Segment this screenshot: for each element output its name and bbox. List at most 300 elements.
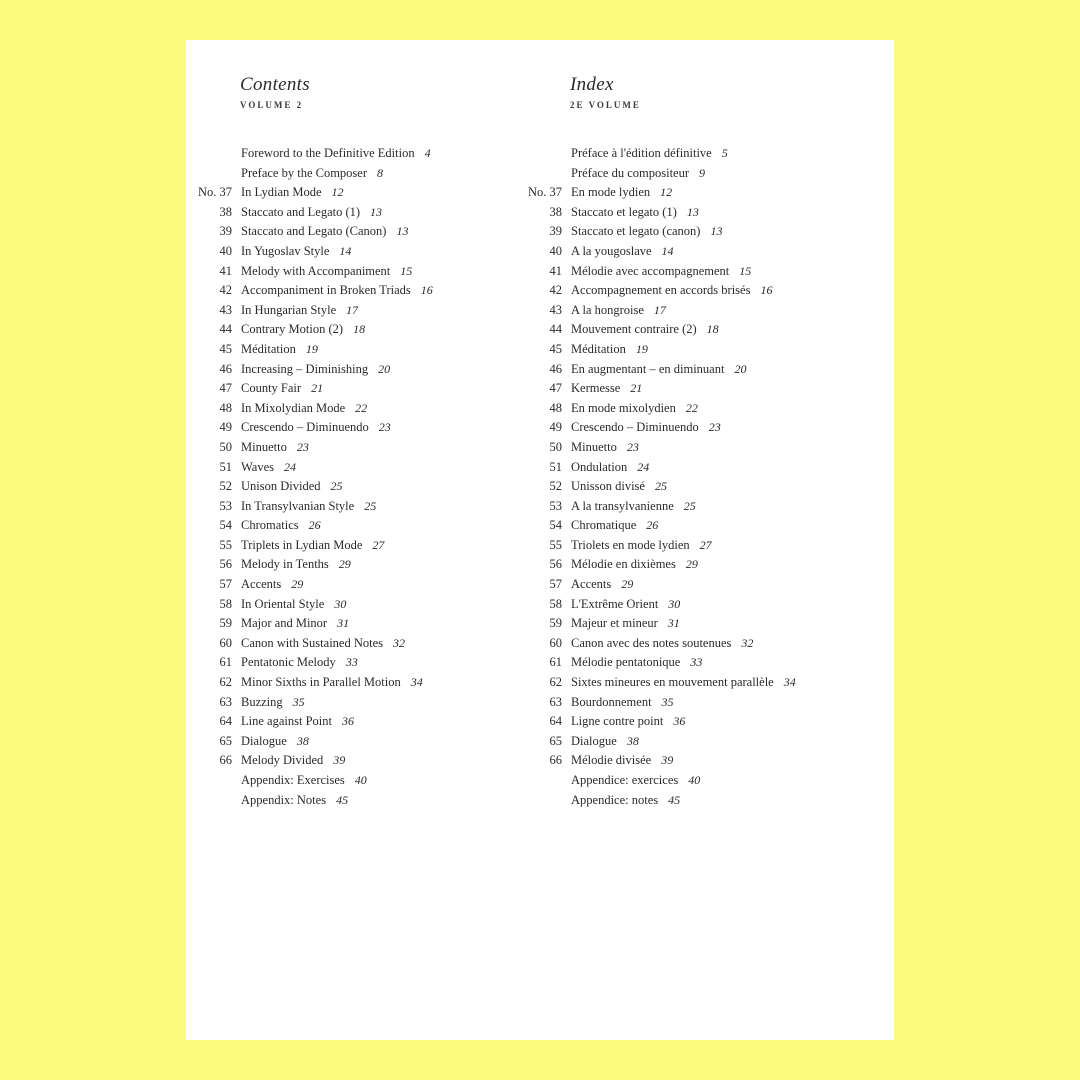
- entry-number: 64: [219, 714, 232, 729]
- entry-text: [571, 183, 672, 203]
- entry-title: Appendice: notes: [571, 792, 659, 807]
- entry-page-number: 23: [708, 420, 721, 435]
- entry-title: Méditation: [241, 341, 296, 356]
- entry-text: [571, 418, 721, 438]
- entry-page-number: 27: [372, 537, 385, 552]
- entry-title: Appendix: Notes: [241, 792, 327, 807]
- entry-page-number: 32: [741, 635, 754, 650]
- entry-text: [571, 340, 648, 360]
- entry-number: 61: [219, 655, 232, 670]
- entry-title: Staccato and Legato (Canon): [241, 224, 387, 239]
- entry-text: [571, 516, 658, 536]
- toc-entry: [186, 732, 516, 752]
- entry-title: Mélodie pentatonique: [571, 655, 681, 670]
- entry-number: 50: [219, 439, 232, 454]
- entry-page-number: 40: [354, 773, 367, 787]
- entry-page-number: 31: [667, 616, 680, 631]
- entry-title: A la hongroise: [571, 302, 644, 317]
- toc-entry: [516, 144, 894, 164]
- entry-page-number: 21: [630, 381, 643, 396]
- entry-text: [571, 360, 746, 380]
- entry-title: Accompagnement en accords brisés: [571, 283, 751, 298]
- entry-title: Ligne contre point: [571, 714, 664, 729]
- entry-title: Accompaniment in Broken Triads: [241, 283, 411, 298]
- toc-entry: [516, 673, 894, 693]
- entry-page-number: 24: [284, 459, 297, 474]
- entry-number: 48: [549, 400, 562, 415]
- toc-entry: [186, 360, 516, 380]
- entry-text: [571, 732, 639, 752]
- toc-entry: [516, 203, 894, 223]
- toc-entry: [186, 458, 516, 478]
- entry-number: 38: [219, 204, 232, 219]
- entry-number: 40: [549, 243, 562, 258]
- entry-title: En mode lydien: [571, 185, 651, 200]
- entry-title: En mode mixolydien: [571, 400, 676, 415]
- toc-entry: [516, 164, 894, 184]
- toc-entry: [186, 281, 516, 301]
- entry-page-number: 39: [661, 753, 674, 768]
- toc-entry: [186, 399, 516, 419]
- entry-page-number: 12: [660, 185, 673, 200]
- entry-page-number: 34: [783, 675, 796, 690]
- toc-entry: [186, 320, 516, 340]
- entry-title: Preface by the Composer: [241, 165, 368, 180]
- toc-entry: [186, 653, 516, 673]
- entry-number: 51: [219, 459, 232, 474]
- entry-number: 63: [219, 694, 232, 709]
- entry-page-number: 27: [699, 537, 712, 552]
- entry-number: 46: [219, 361, 232, 376]
- entry-text: [241, 438, 309, 458]
- entry-title: Préface du compositeur: [571, 165, 690, 180]
- entry-title: Accents: [571, 577, 612, 592]
- entry-title: Chromatique: [571, 518, 637, 533]
- entry-number: 64: [549, 714, 562, 729]
- entry-text: [241, 203, 382, 223]
- toc-entry: [516, 497, 894, 517]
- entry-page-number: 25: [330, 479, 343, 494]
- entry-title: Méditation: [571, 341, 626, 356]
- entry-title: Increasing – Diminishing: [241, 361, 369, 376]
- entry-text: [571, 320, 719, 340]
- entry-title: Minuetto: [241, 439, 287, 454]
- entry-text: [571, 497, 696, 517]
- entry-number: 66: [219, 753, 232, 768]
- toc-entry: [516, 458, 894, 478]
- entry-page-number: 21: [311, 381, 324, 396]
- entry-title: Canon with Sustained Notes: [241, 635, 384, 650]
- toc-entry: [186, 144, 516, 164]
- entry-number: 43: [219, 302, 232, 317]
- entry-text: [571, 144, 728, 164]
- entry-text: [241, 712, 354, 732]
- toc-entry: [186, 164, 516, 184]
- entry-number: 55: [219, 537, 232, 552]
- entry-title: Staccato et legato (canon): [571, 224, 701, 239]
- entry-page-number: 30: [668, 596, 681, 611]
- entry-page-number: 5: [721, 146, 728, 160]
- entry-text: [241, 222, 408, 242]
- entry-page-number: 40: [688, 773, 701, 787]
- entry-title: Major and Minor: [241, 616, 328, 631]
- toc-entry: [516, 262, 894, 282]
- toc-entry: [516, 477, 894, 497]
- entry-page-number: 25: [683, 498, 696, 513]
- entry-number: 55: [549, 537, 562, 552]
- toc-entry: [516, 379, 894, 399]
- entry-text: [571, 203, 699, 223]
- toc-entry: [186, 497, 516, 517]
- entry-page-number: 39: [333, 753, 346, 768]
- entry-page-number: 20: [734, 361, 747, 376]
- entry-text: [241, 320, 365, 340]
- entry-title: Mouvement contraire (2): [571, 322, 697, 337]
- entry-title: County Fair: [241, 381, 302, 396]
- entry-number: 56: [219, 557, 232, 572]
- entry-number: 46: [549, 361, 562, 376]
- entry-number: 41: [219, 263, 232, 278]
- toc-entry: [186, 203, 516, 223]
- entry-title: Melody with Accompaniment: [241, 263, 391, 278]
- entry-text: [241, 516, 321, 536]
- entry-text: [571, 399, 698, 419]
- entry-text: [241, 751, 345, 771]
- toc-entry: [516, 693, 894, 713]
- entry-text: [241, 340, 318, 360]
- entry-title: In Transylvanian Style: [241, 498, 355, 513]
- toc-entry: [516, 360, 894, 380]
- entry-number: 51: [549, 459, 562, 474]
- toc-entry: [516, 555, 894, 575]
- entry-title: Mélodie divisée: [571, 753, 652, 768]
- entry-page-number: 30: [334, 596, 347, 611]
- entry-text: [571, 693, 674, 713]
- toc-entry: [186, 516, 516, 536]
- entry-page-number: 23: [296, 439, 309, 454]
- entry-title: Staccato et legato (1): [571, 204, 677, 219]
- toc-entry: [516, 751, 894, 771]
- entry-number: 40: [219, 243, 232, 258]
- toc-entry: [186, 340, 516, 360]
- entry-title: In Lydian Mode: [241, 185, 322, 200]
- toc-entry: [186, 536, 516, 556]
- entry-page-number: 38: [626, 733, 639, 748]
- entry-number: 60: [219, 635, 232, 650]
- entry-text: [241, 653, 358, 673]
- entry-title: Unisson divisé: [571, 479, 645, 494]
- entry-text: [241, 497, 376, 517]
- toc-entry: [516, 281, 894, 301]
- entry-page-number: 31: [337, 616, 350, 631]
- entry-text: [571, 477, 667, 497]
- entry-page-number: 29: [685, 557, 698, 572]
- entry-page-number: 22: [355, 400, 368, 415]
- entry-page-number: 17: [346, 302, 359, 317]
- entry-number: 49: [549, 420, 562, 435]
- entry-number: 45: [219, 341, 232, 356]
- entry-page-number: 25: [654, 479, 667, 494]
- entry-text: [571, 595, 680, 615]
- toc-entry: [186, 751, 516, 771]
- entry-number: 54: [219, 518, 232, 533]
- entry-text: [571, 791, 680, 811]
- index-title: Index: [570, 74, 614, 95]
- entry-page-number: 45: [668, 792, 681, 807]
- toc-entry: [516, 771, 894, 791]
- entry-text: [241, 360, 390, 380]
- entry-text: [241, 595, 346, 615]
- entry-page-number: 32: [393, 635, 406, 650]
- entry-page-number: 20: [378, 361, 391, 376]
- entry-text: [241, 673, 423, 693]
- toc-entry: [516, 634, 894, 654]
- entry-page-number: 23: [626, 439, 639, 454]
- toc-entry: [516, 712, 894, 732]
- entry-number: 45: [549, 341, 562, 356]
- entry-page-number: 16: [420, 283, 433, 298]
- entry-title: Line against Point: [241, 714, 332, 729]
- toc-entry: [186, 183, 516, 203]
- entry-text: [571, 712, 685, 732]
- entry-number: 42: [549, 283, 562, 298]
- toc-entry: [186, 595, 516, 615]
- entry-number: 38: [549, 204, 562, 219]
- entry-text: [241, 144, 431, 164]
- entry-title: Pentatonic Melody: [241, 655, 336, 670]
- entry-title: Mélodie en dixièmes: [571, 557, 676, 572]
- entry-text: [241, 771, 367, 791]
- toc-entry: [516, 516, 894, 536]
- entry-text: [571, 771, 700, 791]
- entry-page-number: 36: [341, 714, 354, 729]
- entry-title: Chromatics: [241, 518, 299, 533]
- entry-number: 59: [549, 616, 562, 631]
- entry-page-number: 19: [635, 341, 648, 356]
- entry-page-number: 17: [653, 302, 666, 317]
- entry-title: Crescendo – Diminuendo: [571, 420, 699, 435]
- entry-text: [571, 164, 705, 184]
- toc-entry: [186, 418, 516, 438]
- toc-entry: [186, 222, 516, 242]
- entry-page-number: 15: [400, 263, 413, 278]
- entry-title: Minor Sixths in Parallel Motion: [241, 675, 401, 690]
- entry-number: 47: [549, 381, 562, 396]
- entry-text: [241, 242, 351, 262]
- entry-title: En augmentant – en diminuant: [571, 361, 725, 376]
- entry-title: In Hungarian Style: [241, 302, 337, 317]
- toc-entry: [516, 418, 894, 438]
- entry-number: 47: [219, 381, 232, 396]
- toc-entry: [516, 575, 894, 595]
- toc-entry: [186, 771, 516, 791]
- toc-entry: [186, 438, 516, 458]
- entry-page-number: 13: [686, 204, 699, 219]
- toc-entry: [186, 379, 516, 399]
- entry-title: Mélodie avec accompagnement: [571, 263, 730, 278]
- entry-number: 44: [549, 322, 562, 337]
- entry-page-number: 36: [673, 714, 686, 729]
- entry-page-number: 16: [760, 283, 773, 298]
- entry-text: [571, 281, 772, 301]
- entry-text: [571, 536, 712, 556]
- entry-page-number: 45: [336, 792, 349, 807]
- entry-text: [571, 614, 680, 634]
- entry-text: [241, 634, 405, 654]
- entry-title: Ondulation: [571, 459, 628, 474]
- toc-entry: [186, 262, 516, 282]
- entry-title: Appendix: Exercises: [241, 773, 345, 787]
- toc-entry: [516, 653, 894, 673]
- entry-page-number: 29: [621, 577, 634, 592]
- entry-title: L'Extrême Orient: [571, 596, 659, 611]
- toc-entry: [516, 242, 894, 262]
- entry-page-number: 18: [353, 322, 366, 337]
- entry-title: Triolets en mode lydien: [571, 537, 690, 552]
- entry-text: [241, 791, 348, 811]
- entry-number: 53: [219, 498, 232, 513]
- entry-title: Contrary Motion (2): [241, 322, 344, 337]
- entry-title: Canon avec des notes soutenues: [571, 635, 732, 650]
- entry-text: [241, 301, 358, 321]
- entry-number: 65: [219, 733, 232, 748]
- entry-page-number: 26: [308, 518, 321, 533]
- entry-number: 43: [549, 302, 562, 317]
- entry-number: 58: [549, 596, 562, 611]
- entry-text: [241, 418, 391, 438]
- entry-text: [571, 242, 674, 262]
- entry-page-number: 19: [305, 341, 318, 356]
- toc-entry: [186, 791, 516, 811]
- entry-title: Waves: [241, 459, 275, 474]
- toc-entry: [516, 732, 894, 752]
- entry-text: [241, 477, 343, 497]
- entry-number: 60: [549, 635, 562, 650]
- entry-text: [571, 673, 796, 693]
- toc-entry: [516, 614, 894, 634]
- entry-page-number: 26: [646, 518, 659, 533]
- toc-entry: [516, 222, 894, 242]
- entry-title: Staccato and Legato (1): [241, 204, 361, 219]
- entry-number: 50: [549, 439, 562, 454]
- entry-page-number: 29: [338, 557, 351, 572]
- entry-text: [241, 183, 344, 203]
- entry-number: 52: [549, 479, 562, 494]
- entry-title: Accents: [241, 577, 282, 592]
- entry-number: 52: [219, 479, 232, 494]
- toc-entry: [516, 183, 894, 203]
- toc-entry: [186, 693, 516, 713]
- entry-number: 56: [549, 557, 562, 572]
- toc-entry: [516, 399, 894, 419]
- toc-entry: [516, 320, 894, 340]
- entry-page-number: 38: [296, 733, 309, 748]
- entry-number: 63: [549, 694, 562, 709]
- contents-subtitle: VOLUME 2: [240, 100, 304, 110]
- entry-title: Triplets in Lydian Mode: [241, 537, 363, 552]
- entry-number: 41: [549, 263, 562, 278]
- entry-page-number: 13: [396, 224, 409, 239]
- entry-title: Dialogue: [571, 733, 617, 748]
- toc-entry: [186, 477, 516, 497]
- entry-number: 57: [219, 577, 232, 592]
- entry-title: Appendice: exercices: [571, 773, 679, 787]
- toc-entry: [186, 301, 516, 321]
- toc-entry: [186, 673, 516, 693]
- entry-number: 44: [219, 322, 232, 337]
- entry-title: Melody Divided: [241, 753, 324, 768]
- entry-title: Crescendo – Diminuendo: [241, 420, 369, 435]
- entry-title: Sixtes mineures en mouvement parallèle: [571, 675, 774, 690]
- entry-title: In Oriental Style: [241, 596, 325, 611]
- entry-page-number: 35: [292, 694, 305, 709]
- entry-page-number: 12: [331, 185, 344, 200]
- entry-number: 49: [219, 420, 232, 435]
- entry-number: 39: [219, 224, 232, 239]
- entry-title: A la yougoslave: [571, 243, 652, 258]
- entry-page-number: 14: [339, 243, 352, 258]
- entry-page-number: 33: [345, 655, 358, 670]
- entry-text: [571, 262, 751, 282]
- entry-text: [241, 536, 384, 556]
- entry-title: Dialogue: [241, 733, 287, 748]
- entry-page-number: 33: [690, 655, 703, 670]
- entry-text: [241, 281, 433, 301]
- entry-number: 66: [549, 753, 562, 768]
- entry-text: [241, 164, 383, 184]
- entry-number: No. 37: [527, 185, 562, 200]
- entry-text: [571, 458, 649, 478]
- toc-entry: [516, 595, 894, 615]
- book-page: [186, 40, 894, 1040]
- entry-text: [571, 379, 642, 399]
- toc-entry: [186, 555, 516, 575]
- entry-text: [241, 732, 309, 752]
- entry-title: Foreword to the Definitive Edition: [241, 146, 415, 160]
- entry-text: [241, 555, 351, 575]
- entry-text: [241, 262, 412, 282]
- toc-entry: [186, 634, 516, 654]
- entry-title: In Yugoslav Style: [241, 243, 330, 258]
- entry-text: [241, 614, 349, 634]
- entry-number: 58: [219, 596, 232, 611]
- toc-entry: [516, 791, 894, 811]
- entry-page-number: 35: [661, 694, 674, 709]
- toc-entry: [516, 438, 894, 458]
- entry-text: [241, 693, 305, 713]
- contents-list: [186, 144, 516, 810]
- entry-page-number: 24: [637, 459, 650, 474]
- entry-page-number: 8: [377, 165, 384, 180]
- entry-number: 42: [219, 283, 232, 298]
- entry-title: Melody in Tenths: [241, 557, 329, 572]
- entry-title: A la transylvanienne: [571, 498, 674, 513]
- entry-text: [571, 653, 702, 673]
- entry-page-number: 18: [706, 322, 719, 337]
- entry-number: 53: [549, 498, 562, 513]
- entry-text: [571, 301, 666, 321]
- entry-number: 62: [549, 675, 562, 690]
- entry-text: [571, 575, 633, 595]
- entry-number: 59: [219, 616, 232, 631]
- index-list: [516, 144, 894, 810]
- toc-entry: [186, 712, 516, 732]
- entry-number: 39: [549, 224, 562, 239]
- entry-title: Préface à l'édition définitive: [571, 146, 712, 160]
- entry-title: Kermesse: [571, 381, 621, 396]
- entry-text: [241, 379, 323, 399]
- toc-entry: [516, 340, 894, 360]
